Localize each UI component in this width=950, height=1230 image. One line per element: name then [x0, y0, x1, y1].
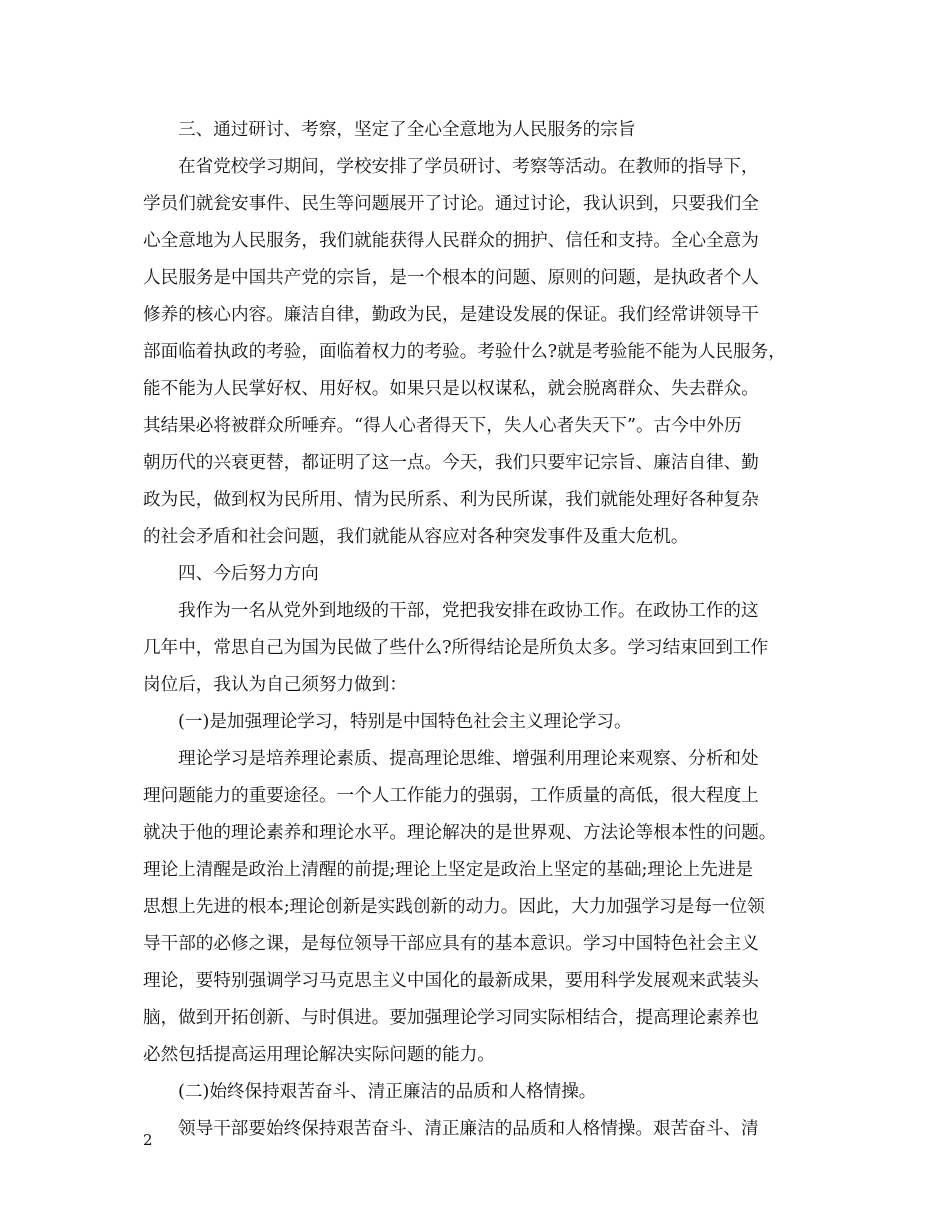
paragraph-line: 岗位后，我认为自己须努力做到： — [143, 675, 407, 695]
paragraph-line: 必然包括提高运用理论解决实际问题的能力。 — [143, 1045, 495, 1065]
paragraph-line: 人民服务是中国共产党的宗旨，是一个根本的问题、原则的问题，是执政者个人 — [143, 268, 759, 288]
section-heading-3: 三、通过研讨、考察，坚定了全心全意地为人民服务的宗旨 — [178, 120, 636, 140]
paragraph-line: 心全意地为人民服务，我们就能获得人民群众的拥护、信任和支持。全心全意为 — [143, 231, 759, 251]
paragraph-line: 就决于他的理论素养和理论水平。理论解决的是世界观、方法论等根本性的问题。 — [143, 823, 777, 843]
paragraph-line: 学员们就瓮安事件、民生等问题展开了讨论。通过讨论，我认识到，只要我们全 — [143, 194, 759, 214]
paragraph-line: 在省党校学习期间，学校安排了学员研讨、考察等活动。在教师的指导下， — [178, 157, 759, 177]
paragraph-line: 朝历代的兴衰更替，都证明了这一点。今天，我们只要牢记宗旨、廉洁自律、勤 — [143, 453, 759, 473]
paragraph-line: 部面临着执政的考验，面临着权力的考验。考验什么?就是考验能不能为人民服务， — [143, 342, 786, 362]
paragraph-line: 的社会矛盾和社会问题，我们就能从容应对各种突发事件及重大危机。 — [143, 527, 689, 547]
subsection-heading-1: (一)是加强理论学习，特别是中国特色社会主义理论学习。 — [178, 712, 632, 732]
paragraph-line: 理论上清醒是政治上清醒的前提;理论上坚定是政治上坚定的基础;理论上先进是 — [143, 860, 754, 880]
body-text — [143, 112, 823, 1148]
paragraph-line: 脑，做到开拓创新、与时俱进。要加强理论学习同实际相结合，提高理论素养也 — [143, 1008, 759, 1028]
paragraph-line: 领导干部要始终保持艰苦奋斗、清正廉洁的品质和人格情操。艰苦奋斗、清 — [178, 1119, 759, 1139]
page-number: 2 — [143, 1131, 153, 1149]
paragraph-line: 导干部的必修之课，是每位领导干部应具有的基本意识。学习中国特色社会主义 — [143, 934, 759, 954]
paragraph-line: 其结果必将被群众所唾弃。“得人心者得天下，失人心者失天下”。古今中外历 — [143, 416, 742, 436]
paragraph-line: 理论，要特别强调学习马克思主义中国化的最新成果，要用科学发展观来武装头 — [143, 971, 759, 991]
paragraph-line: 理论学习是培养理论素质、提高理论思维、增强利用理论来观察、分析和处 — [178, 749, 759, 769]
section-heading-4: 四、今后努力方向 — [178, 564, 319, 584]
paragraph-line: 能不能为人民掌好权、用好权。如果只是以权谋私，就会脱离群众、失去群众。 — [143, 379, 759, 399]
paragraph-line: 几年中，常思自己为国为民做了些什么?所得结论是所负太多。学习结束回到工作 — [143, 638, 769, 658]
paragraph-line: 思想上先进的根本;理论创新是实践创新的动力。因此，大力加强学习是每一位领 — [143, 897, 765, 917]
paragraph-line: 理问题能力的重要途径。一个人工作能力的强弱，工作质量的高低，很大程度上 — [143, 786, 759, 806]
paragraph-line: 政为民，做到权为民所用、情为民所系、利为民所谋，我们就能处理好各种复杂 — [143, 490, 759, 510]
paragraph-line: 我作为一名从党外到地级的干部，党把我安排在政协工作。在政协工作的这 — [178, 601, 759, 621]
paragraph-line: 修养的核心内容。廉洁自律，勤政为民，是建设发展的保证。我们经常讲领导干 — [143, 305, 759, 325]
subsection-heading-2: (二)始终保持艰苦奋斗、清正廉洁的品质和人格情操。 — [178, 1082, 597, 1102]
